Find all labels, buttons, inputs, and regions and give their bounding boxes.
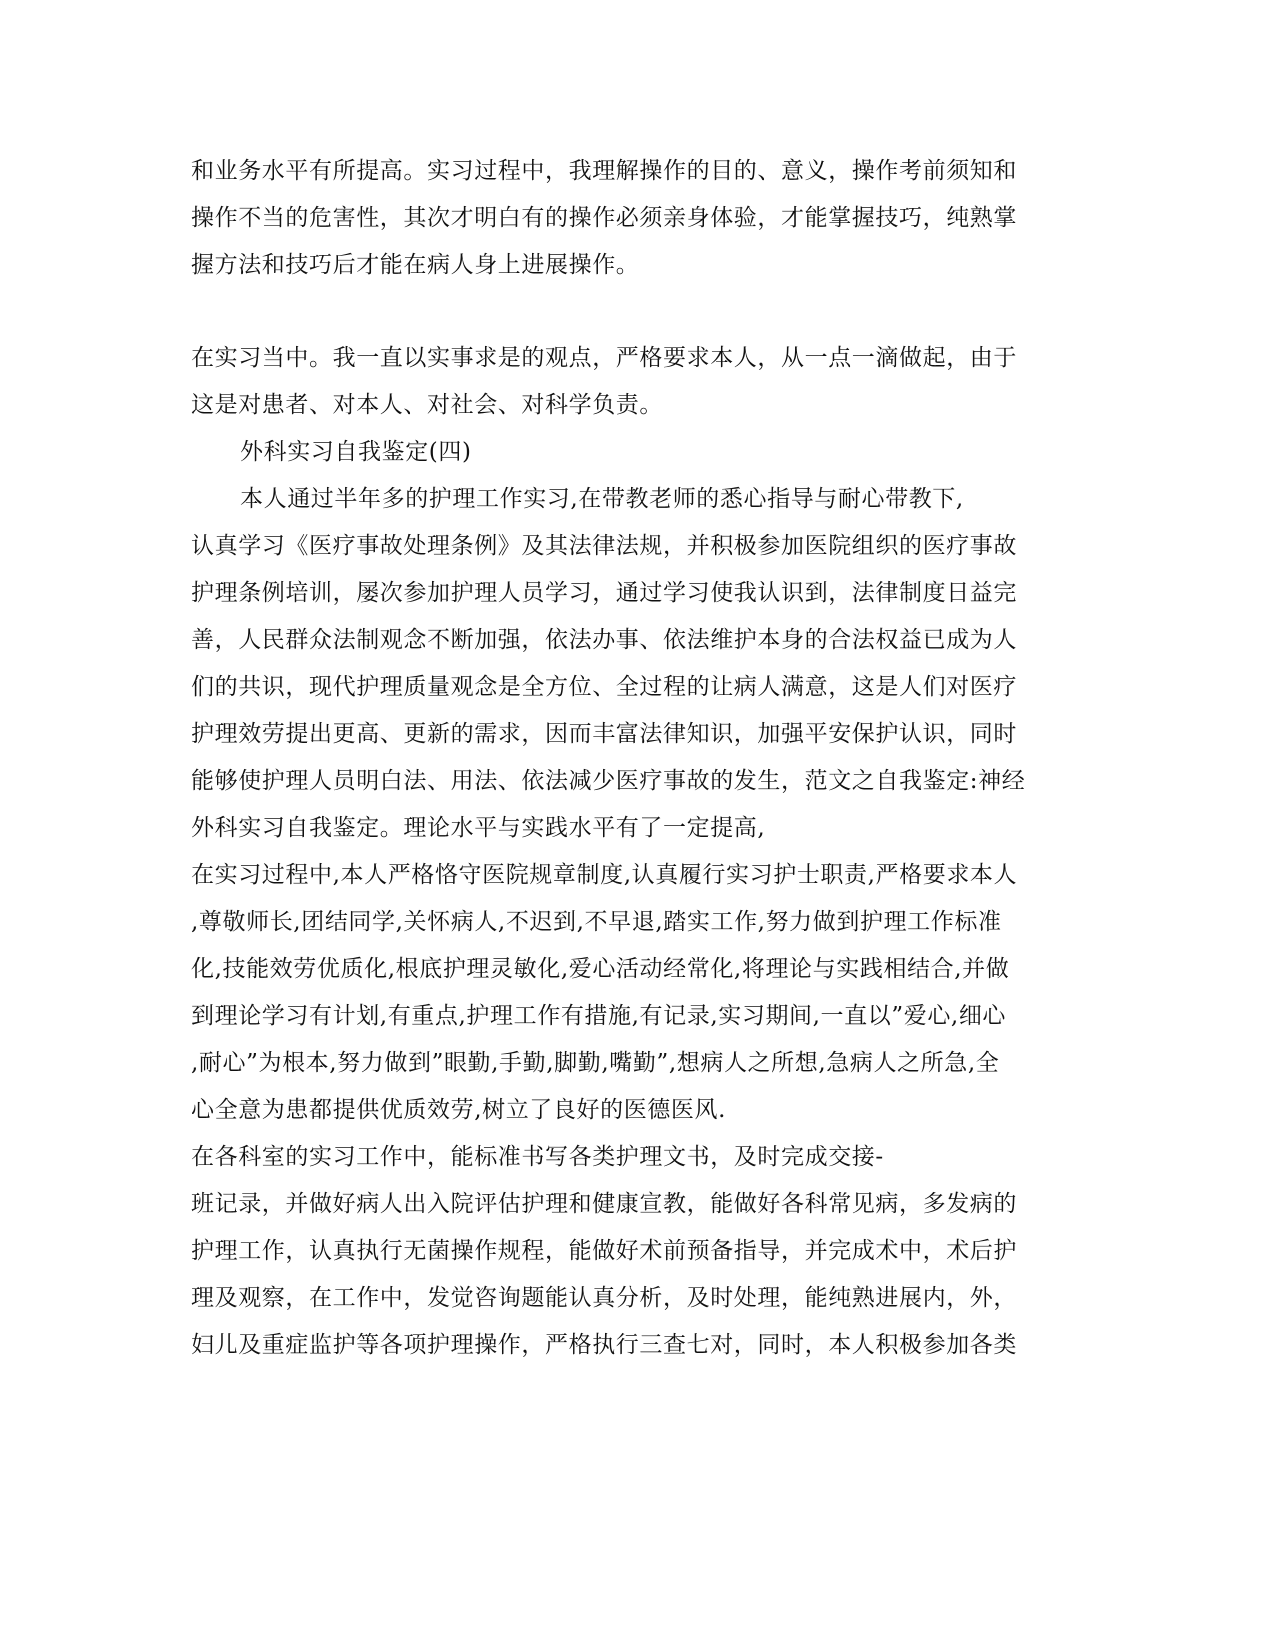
text-line: 护理条例培训，屡次参加护理人员学习，通过学习使我认识到，法律制度日益完 (191, 580, 1017, 606)
text-line: 在各科室的实习工作中，能标准书写各类护理文书，及时完成交接- (191, 1144, 884, 1170)
text-line: 班记录，并做好病人出入院评估护理和健康宣教，能做好各科常见病，多发病的 (191, 1191, 1017, 1217)
section-heading: 外科实习自我鉴定(四) (240, 439, 472, 465)
text-line: 在实习当中。我一直以实事求是的观点，严格要求本人，从一点一滴做起，由于 (191, 345, 1017, 371)
text-line: 和业务水平有所提高。实习过程中，我理解操作的目的、意义，操作考前须知和 (191, 158, 1017, 184)
text-line: 心全意为患都提供优质效劳,树立了良好的医德医风. (191, 1097, 727, 1123)
text-line: 操作不当的危害性，其次才明白有的操作必须亲身体验，才能掌握技巧，纯熟掌 (191, 205, 1017, 231)
text-line: ,耐心”为根本,努力做到”眼勤,手勤,脚勤,嘴勤”,想病人之所想,急病人之所急,全 (191, 1050, 1000, 1076)
text-line: 这是对患者、对本人、对社会、对科学负责。 (191, 392, 663, 418)
text-line: 本人通过半年多的护理工作实习,在带教老师的悉心指导与耐心带教下, (240, 486, 964, 512)
text-line: 护理工作，认真执行无菌操作规程，能做好术前预备指导，并完成术中，术后护 (191, 1238, 1017, 1264)
text-line: 在实习过程中,本人严格恪守医院规章制度,认真履行实习护士职责,严格要求本人 (191, 862, 1018, 888)
text-line: 妇儿及重症监护等各项护理操作，严格执行三查七对，同时，本人积极参加各类 (191, 1332, 1017, 1358)
text-line: 握方法和技巧后才能在病人身上进展操作。 (191, 252, 640, 278)
text-line: 能够使护理人员明白法、用法、依法减少医疗事故的发生，范文之自我鉴定:神经 (191, 768, 1026, 794)
text-line: 到理论学习有计划,有重点,护理工作有措施,有记录,实习期间,一直以”爱心,细心 (191, 1003, 1007, 1029)
text-line: 护理效劳提出更高、更新的需求，因而丰富法律知识，加强平安保护认识，同时 (191, 721, 1017, 747)
text-line: 外科实习自我鉴定。理论水平与实践水平有了一定提高, (191, 815, 766, 841)
text-line: ,尊敬师长,团结同学,关怀病人,不迟到,不早退,踏实工作,努力做到护理工作标准 (191, 909, 1002, 935)
text-line: 善，人民群众法制观念不断加强，依法办事、依法维护本身的合法权益已成为人 (191, 627, 1017, 653)
text-line: 理及观察，在工作中，发觉咨询题能认真分析，及时处理，能纯熟进展内，外， (191, 1285, 1017, 1311)
text-line: 化,技能效劳优质化,根底护理灵敏化,爱心活动经常化,将理论与实践相结合,并做 (191, 956, 1010, 982)
text-line: 认真学习《医疗事故处理条例》及其法律法规，并积极参加医院组织的医疗事故 (191, 533, 1017, 559)
text-line: 们的共识，现代护理质量观念是全方位、全过程的让病人满意，这是人们对医疗 (191, 674, 1017, 700)
